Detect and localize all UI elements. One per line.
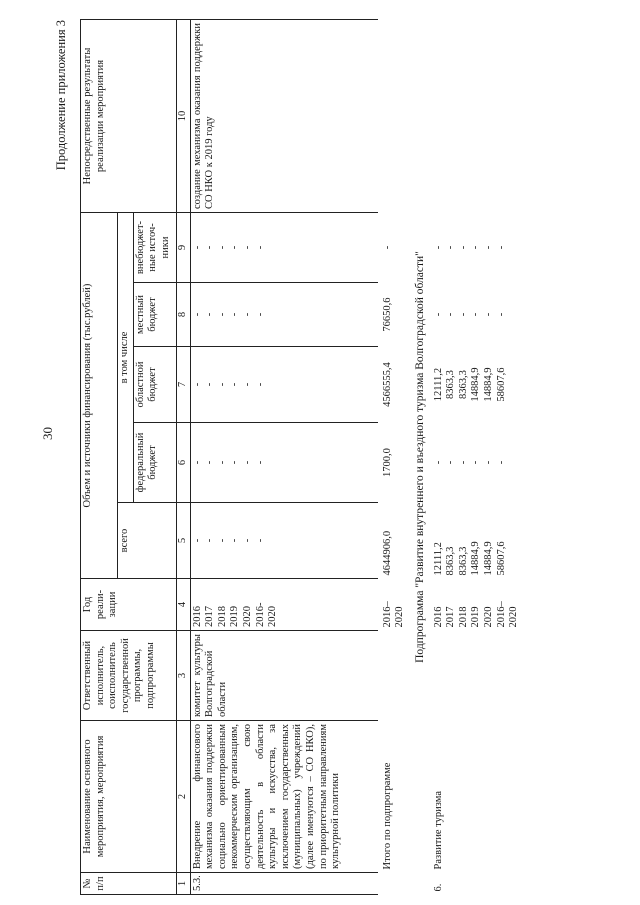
table-row-5-3 bbox=[190, 20, 378, 895]
total-offbudget: - bbox=[381, 245, 393, 250]
total-regional: 4566555,4 bbox=[381, 362, 393, 407]
row-6-years: 2016 2017 2018 2019 2020 2016–2020 bbox=[432, 601, 520, 628]
table-row-6 bbox=[432, 20, 522, 895]
col-num-8: 8 bbox=[176, 283, 190, 347]
total-row bbox=[378, 20, 408, 895]
row-6-regional: 12111,2 8363,3 8363,3 14884,9 14884,9 58607,6 bbox=[432, 367, 507, 402]
page-number: 30 bbox=[40, 427, 55, 440]
header-federal: федеральный бюджет bbox=[133, 423, 176, 503]
total-label: Итого по подпрограмме bbox=[381, 762, 393, 870]
col-num-5: 5 bbox=[176, 503, 190, 579]
row-5-3-result: создание механизма оказания поддержки СО НКО к 2019 году bbox=[190, 20, 378, 213]
column-numbers-row bbox=[176, 20, 190, 895]
subprogram-title-row bbox=[408, 20, 432, 895]
total-federal: 1700,0 bbox=[381, 448, 393, 477]
col-num-4: 4 bbox=[176, 579, 190, 631]
row-5-3-federal: - - - - - - bbox=[190, 423, 378, 503]
total-total: 4644906,0 bbox=[381, 530, 393, 576]
row-5-3-num: 5.3. bbox=[190, 873, 378, 895]
row-5-3-name: Внедрение финансового механизма оказания поддержки социально ориентированным некоммерческим организациям, осуществляющим свою деятельность в области культуры и искусства, за исключением государственных (муниципальных) учреждений (далее именуются – СО НКО), по приоритетным направлениям культурной политики bbox=[190, 721, 378, 873]
header-regional: областной бюджет bbox=[133, 347, 176, 423]
header-row-1 bbox=[81, 20, 118, 895]
col-num-6: 6 bbox=[176, 423, 190, 503]
header-num: № п/п bbox=[81, 873, 177, 895]
header-result: Непосредственные результаты реализации мероприятия bbox=[81, 20, 177, 213]
continuation-label: Продолжение приложения 3 bbox=[54, 20, 68, 171]
header-year: Год реали-зации bbox=[81, 579, 177, 631]
row-5-3-years: 2016 2017 2018 2019 2020 2016-2020 bbox=[190, 579, 378, 631]
col-num-9: 9 bbox=[176, 213, 190, 283]
row-5-3-total: - - - - - - bbox=[190, 503, 378, 579]
program-table bbox=[80, 19, 522, 895]
header-executor: Ответственный исполнитель, соисполнитель государственной программы, подпрограммы bbox=[81, 631, 177, 721]
rotated-page-content bbox=[50, 20, 610, 895]
col-num-2: 2 bbox=[176, 721, 190, 873]
col-num-1: 1 bbox=[176, 873, 190, 895]
row-6-local: - - - - - - bbox=[432, 312, 507, 317]
header-name: Наименование основного мероприятия, мероприятия bbox=[81, 721, 177, 873]
row-6-offbudget: - - - - - - bbox=[432, 245, 507, 250]
header-offbudget: внебюджет-ные источ-ники bbox=[133, 213, 176, 283]
row-5-3-local: - - - - - - bbox=[190, 283, 378, 347]
header-total: всего bbox=[118, 503, 177, 579]
row-6-total: 12111,2 8363,3 8363,3 14884,9 14884,9 58607,6 bbox=[432, 541, 507, 576]
total-local: 76650,6 bbox=[381, 297, 393, 332]
row-5-3-executor: комитет культуры Волгоградской области bbox=[190, 631, 378, 721]
col-num-7: 7 bbox=[176, 347, 190, 423]
total-year: 2016–2020 bbox=[381, 601, 406, 628]
row-6-name: Развитие туризма bbox=[432, 790, 444, 870]
row-5-3-regional: - - - - - - bbox=[190, 347, 378, 423]
row-6-num: 6. bbox=[432, 883, 444, 892]
header-incl: в том числе bbox=[118, 213, 134, 503]
row-5-3-offbudget: - - - - - - bbox=[190, 213, 378, 283]
header-local: местный бюджет bbox=[133, 283, 176, 347]
col-num-10: 10 bbox=[176, 20, 190, 213]
subprogram-title: Подпрограмма "Развитие внутреннего и въездного туризма Волгоградской области" bbox=[413, 251, 426, 663]
header-funding: Объем и источники финансирования (тыс.рублей) bbox=[81, 213, 118, 579]
col-num-3: 3 bbox=[176, 631, 190, 721]
row-6-federal: - - - - - - bbox=[432, 460, 507, 465]
